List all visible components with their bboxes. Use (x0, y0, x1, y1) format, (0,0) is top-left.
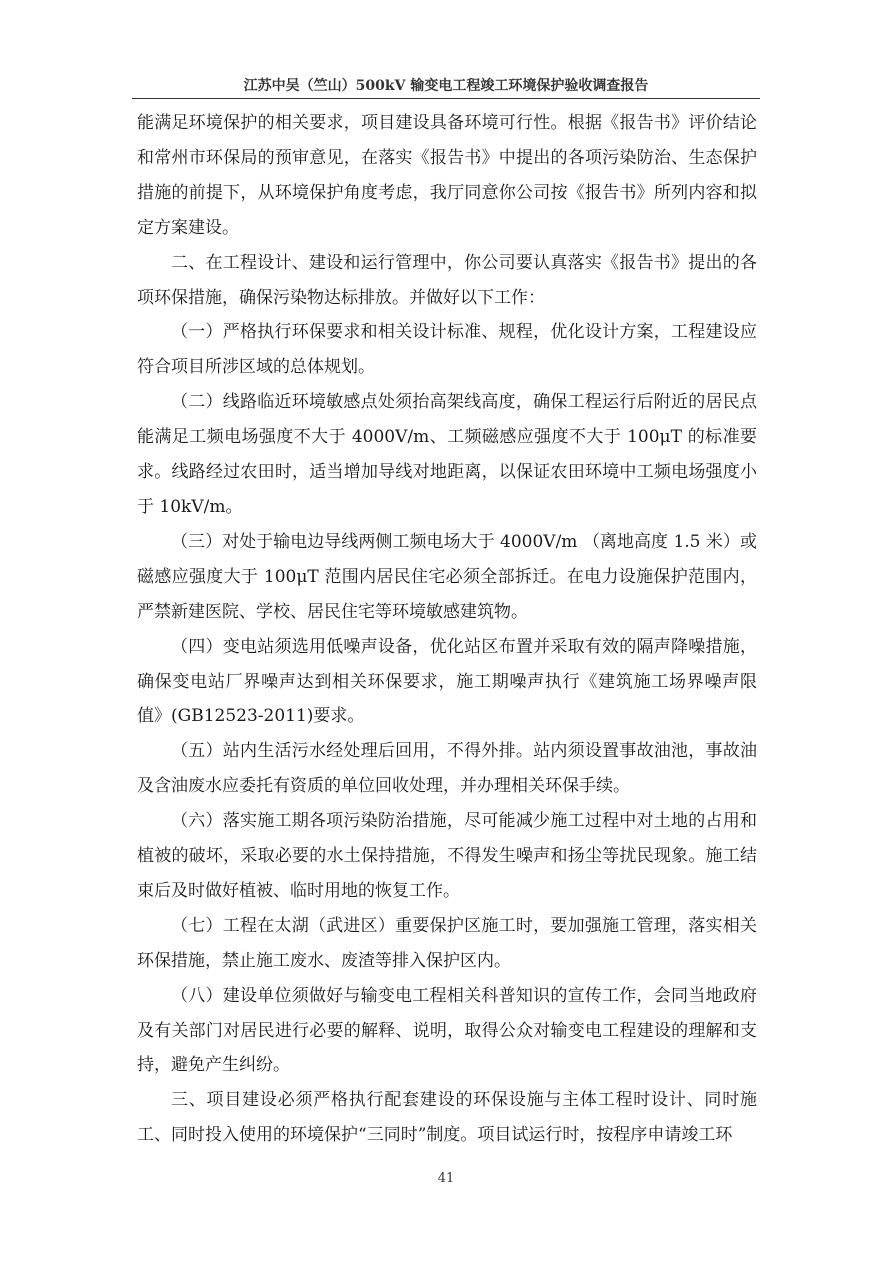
paragraph-item-8: （八）建设单位须做好与输变电工程相关科普知识的宣传工作，会同当地政府及有关部门对居民进行必要的解释、说明，取得公众对输变电工程建设的理解和支持，避免产生纠纷。 (137, 985, 757, 1076)
paragraph-item-7: （七）工程在太湖（武进区）重要保护区施工时，要加强施工管理，落实相关环保措施，禁止施工废水、废渣等排入保护区内。 (137, 915, 757, 971)
paragraph-section-3: 三、项目建设必须严格执行配套建设的环保设施与主体工程时设计、同时施工、同时投入使用的环境保护“三同时”制度。项目试运行时，按程序申请竣工环 (137, 1090, 757, 1146)
page-number: 41 (437, 1171, 455, 1186)
paragraph-item-3: （三）对处于输电边导线两侧工频电场大于 4000V/m （离地高度 1.5 米）或磁感应强度大于 100μT 范围内居民住宅必须全部拆迁。在电力设施保护范围内，严禁新建医院、学校、居民住宅等环境敏感建筑物。 (137, 531, 757, 622)
paragraph-item-5: （五）站内生活污水经处理后回用，不得外排。站内须设置事故油池，事故油及含油废水应委托有资质的单位回收处理，并办理相关环保手续。 (137, 741, 757, 797)
paragraph-section-2: 二、在工程设计、建设和运行管理中，你公司要认真落实《报告书》提出的各项环保措施，确保污染物达标排放。并做好以下工作： (137, 252, 757, 308)
body-text (137, 106, 757, 1153)
header-divider (132, 98, 760, 99)
paragraph-continuation: 能满足环境保护的相关要求，项目建设具备环境可行性。根据《报告书》评价结论和常州市环保局的预审意见，在落实《报告书》中提出的各项污染防治、生态保护措施的前提下，从环境保护角度考虑，我厅同意你公司按《报告书》所列内容和拟定方案建设。 (137, 113, 757, 238)
paragraph-item-2: （二）线路临近环境敏感点处须抬高架线高度，确保工程运行后附近的居民点能满足工频电场强度不大于 4000V/m、工频磁感应强度不大于 100μT 的标准要求。线路经过农田时，适当增加导线对地距离，以保证农田环境中工频电场强度小于 10kV/m。 (137, 392, 757, 517)
paragraph-item-1: （一）严格执行环保要求和相关设计标准、规程，优化设计方案，工程建设应符合项目所涉区域的总体规划。 (137, 322, 757, 378)
paragraph-item-6: （六）落实施工期各项污染防治措施，尽可能减少施工过程中对土地的占用和植被的破坏，采取必要的水土保持措施，不得发生噪声和扬尘等扰民现象。施工结束后及时做好植被、临时用地的恢复工作。 (137, 811, 757, 901)
report-header-title: 江苏中吴（竺山）500kV 输变电工程竣工环境保护验收调查报告 (243, 78, 649, 94)
paragraph-item-4: （四）变电站须选用低噪声设备，优化站区布置并采取有效的隔声降噪措施，确保变电站厂界噪声达到相关环保要求，施工期噪声执行《建筑施工场界噪声限值》(GB12523-2011)要求。 (137, 636, 757, 727)
